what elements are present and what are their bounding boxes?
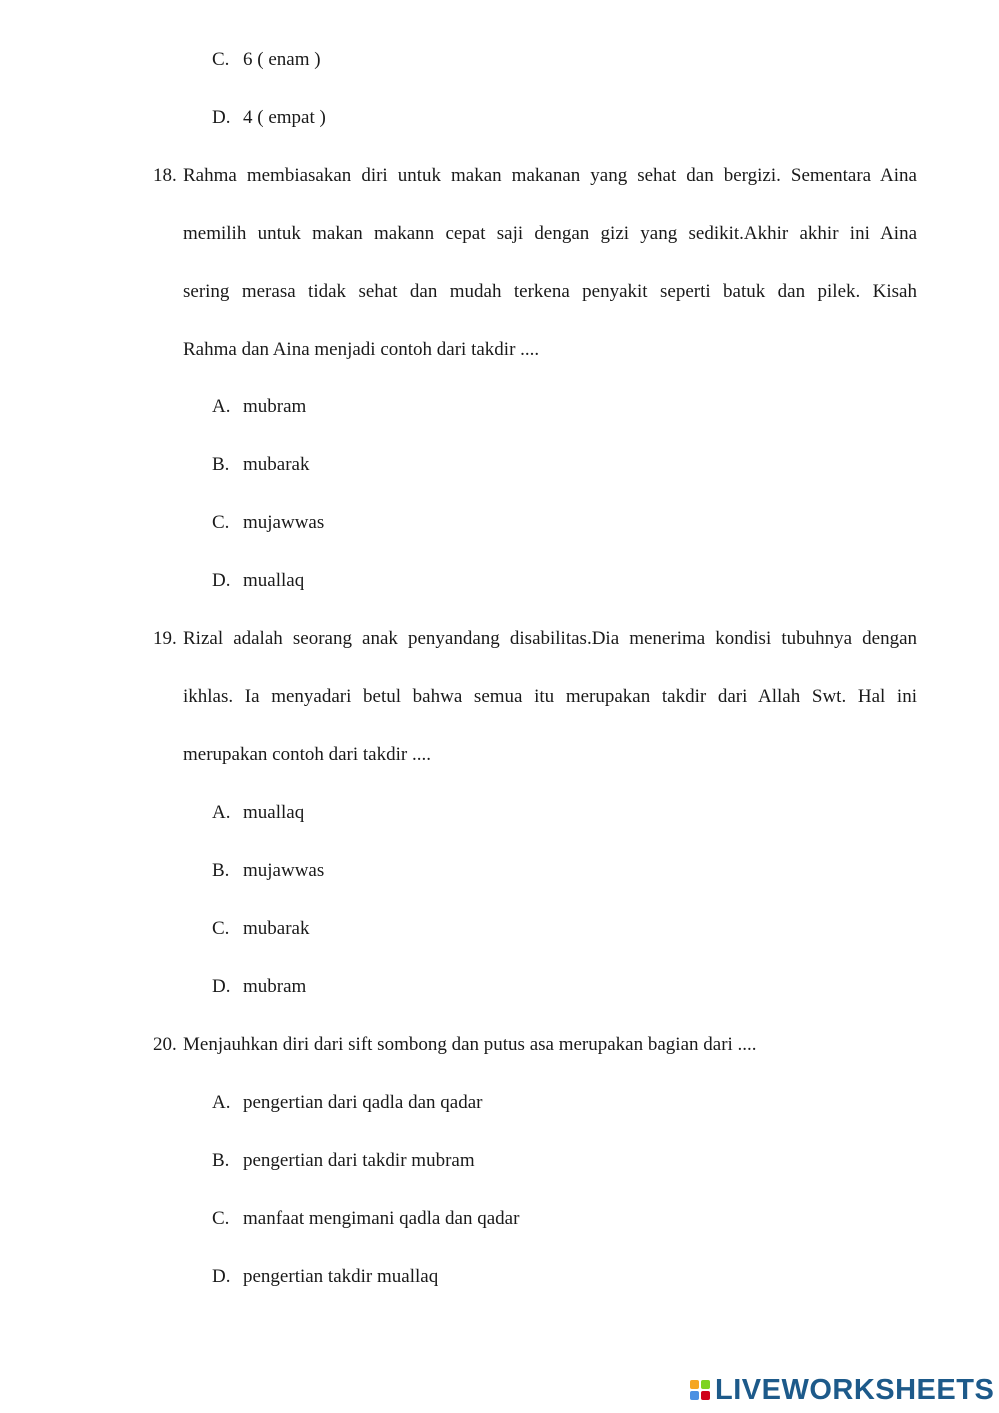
option-letter: A.: [212, 396, 231, 417]
logo-text: LIVEWORKSHEETS: [715, 1373, 995, 1406]
option-letter: B.: [212, 454, 230, 475]
option-text: muallaq: [243, 570, 305, 591]
logo-block: [701, 1391, 710, 1400]
option-text: pengertian dari takdir mubram: [243, 1150, 475, 1171]
question-text-line: Rizal adalah seorang anak penyandang disabilitas.Dia menerima kondisi tubuhnya dengan: [183, 628, 917, 649]
option-text: 6 ( enam ): [243, 49, 321, 70]
option-text: mujawwas: [243, 860, 325, 881]
option-text: manfaat mengimani qadla dan qadar: [243, 1208, 520, 1229]
question-text-line: Rahma dan Aina menjadi contoh dari takdir ....: [183, 339, 540, 360]
option-letter: C.: [212, 512, 230, 533]
option-letter: C.: [212, 1208, 230, 1229]
question-text-line: memilih untuk makan makann cepat saji dengan gizi yang sedikit.Akhir akhir ini Aina: [183, 223, 917, 244]
option-letter: D.: [212, 1266, 231, 1287]
option-text: pengertian dari qadla dan qadar: [243, 1092, 483, 1113]
option-letter: A.: [212, 802, 231, 823]
question-text-line: Rahma membiasakan diri untuk makan makanan yang sehat dan bergizi. Sementara Aina: [183, 165, 917, 186]
option-text: pengertian takdir muallaq: [243, 1266, 439, 1287]
option-letter: C.: [212, 918, 230, 939]
option-letter: B.: [212, 1150, 230, 1171]
logo-block: [701, 1380, 710, 1389]
liveworksheets-logo: [690, 1374, 994, 1406]
question-number: 19.: [153, 628, 177, 649]
question-number: 18.: [153, 165, 177, 186]
option-text: muallaq: [243, 802, 305, 823]
option-letter: D.: [212, 107, 231, 128]
option-letter: A.: [212, 1092, 231, 1113]
question-text-line: merupakan contoh dari takdir ....: [183, 744, 431, 765]
logo-blocks-icon: [690, 1380, 710, 1400]
question-number: 20.: [153, 1034, 177, 1055]
option-text: mujawwas: [243, 512, 325, 533]
logo-block: [690, 1391, 699, 1400]
question-text-line: Menjauhkan diri dari sift sombong dan putus asa merupakan bagian dari ....: [183, 1034, 757, 1055]
option-text: 4 ( empat ): [243, 107, 326, 128]
option-text: mubram: [243, 396, 307, 417]
option-letter: D.: [212, 976, 231, 997]
option-text: mubram: [243, 976, 307, 997]
option-text: mubarak: [243, 918, 310, 939]
question-text-line: sering merasa tidak sehat dan mudah terkena penyakit seperti batuk dan pilek. Kisah: [183, 281, 917, 302]
option-letter: B.: [212, 860, 230, 881]
option-letter: D.: [212, 570, 231, 591]
logo-block: [690, 1380, 699, 1389]
question-text-line: ikhlas. Ia menyadari betul bahwa semua itu merupakan takdir dari Allah Swt. Hal ini: [183, 686, 917, 707]
option-letter: C.: [212, 49, 230, 70]
option-text: mubarak: [243, 454, 310, 475]
